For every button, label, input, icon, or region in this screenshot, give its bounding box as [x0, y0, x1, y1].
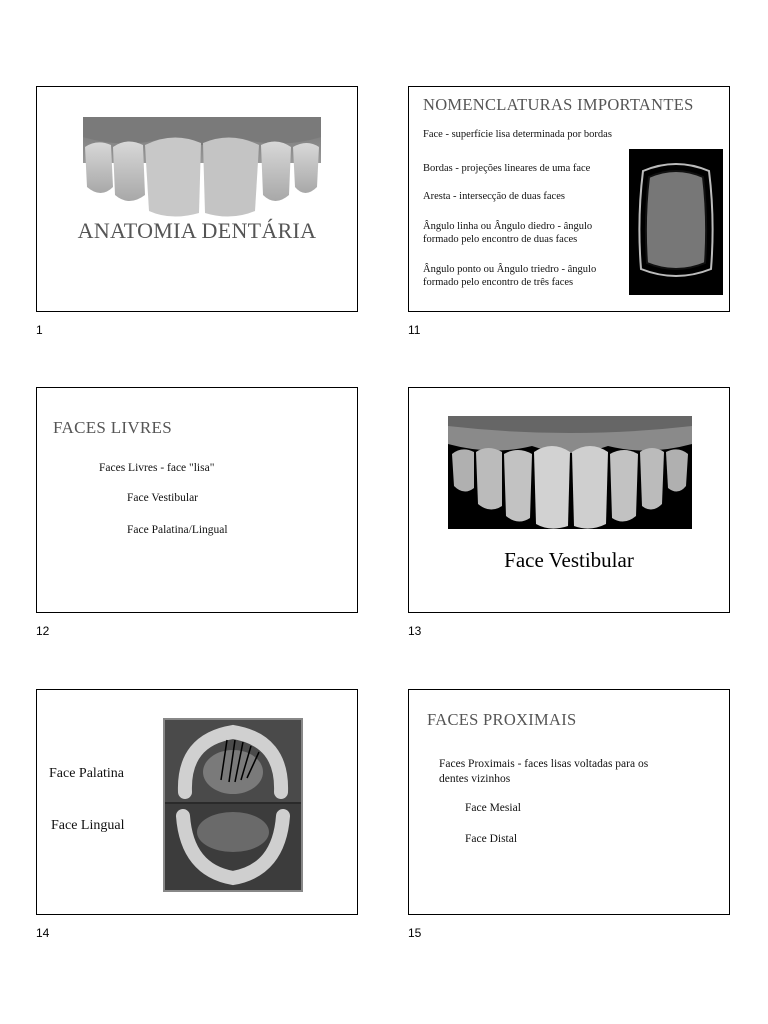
teeth-photo — [83, 117, 321, 217]
slide-title: FACES LIVRES — [53, 418, 172, 437]
slide-number: 11 — [408, 323, 421, 337]
text-line: Face Palatina — [49, 766, 125, 781]
text-line: Aresta - intersecção de duas faces — [423, 191, 565, 202]
text-line: Ângulo ponto ou Ângulo triedro - ângulo — [423, 264, 597, 275]
teeth-photo — [448, 416, 692, 529]
slide-title: ANATOMIA DENTÁRIA — [77, 218, 317, 243]
text-line: formado pelo encontro de duas faces — [423, 234, 578, 245]
text-line: Face Distal — [465, 833, 518, 845]
slide-14 — [36, 689, 358, 915]
slide-15 — [408, 689, 730, 915]
text-line: Face Mesial — [465, 802, 521, 814]
text-line: Faces Proximais - faces lisas voltadas para os — [439, 758, 649, 770]
dental-arch-photo — [163, 718, 303, 892]
slide-number: 15 — [408, 926, 422, 940]
slide-11 — [408, 86, 730, 312]
text-line: Bordas - projeções lineares de uma face — [423, 163, 591, 174]
slide-13 — [408, 387, 730, 613]
slide-1 — [36, 86, 358, 312]
text-line: dentes vizinhos — [439, 773, 511, 785]
slide-12 — [36, 387, 358, 613]
text-line: Faces Livres - face "lisa" — [99, 462, 215, 474]
slide-number: 12 — [36, 624, 50, 638]
slide-number: 1 — [36, 323, 43, 337]
slide-caption: Face Vestibular — [504, 548, 634, 572]
slide-title: NOMENCLATURAS IMPORTANTES — [423, 95, 694, 114]
tooth-outline-image — [629, 149, 723, 295]
text-line: Face - superfície lisa determinada por bordas — [423, 129, 612, 140]
text-line: Ângulo linha ou Ângulo diedro - ângulo — [423, 221, 593, 232]
text-line: Face Lingual — [51, 818, 125, 833]
slide-number: 14 — [36, 926, 50, 940]
slide-title: FACES PROXIMAIS — [427, 710, 577, 729]
text-line: formado pelo encontro de três faces — [423, 277, 574, 288]
text-line: Face Palatina/Lingual — [127, 524, 228, 536]
text-line: Face Vestibular — [127, 492, 199, 504]
slide-number: 13 — [408, 624, 422, 638]
